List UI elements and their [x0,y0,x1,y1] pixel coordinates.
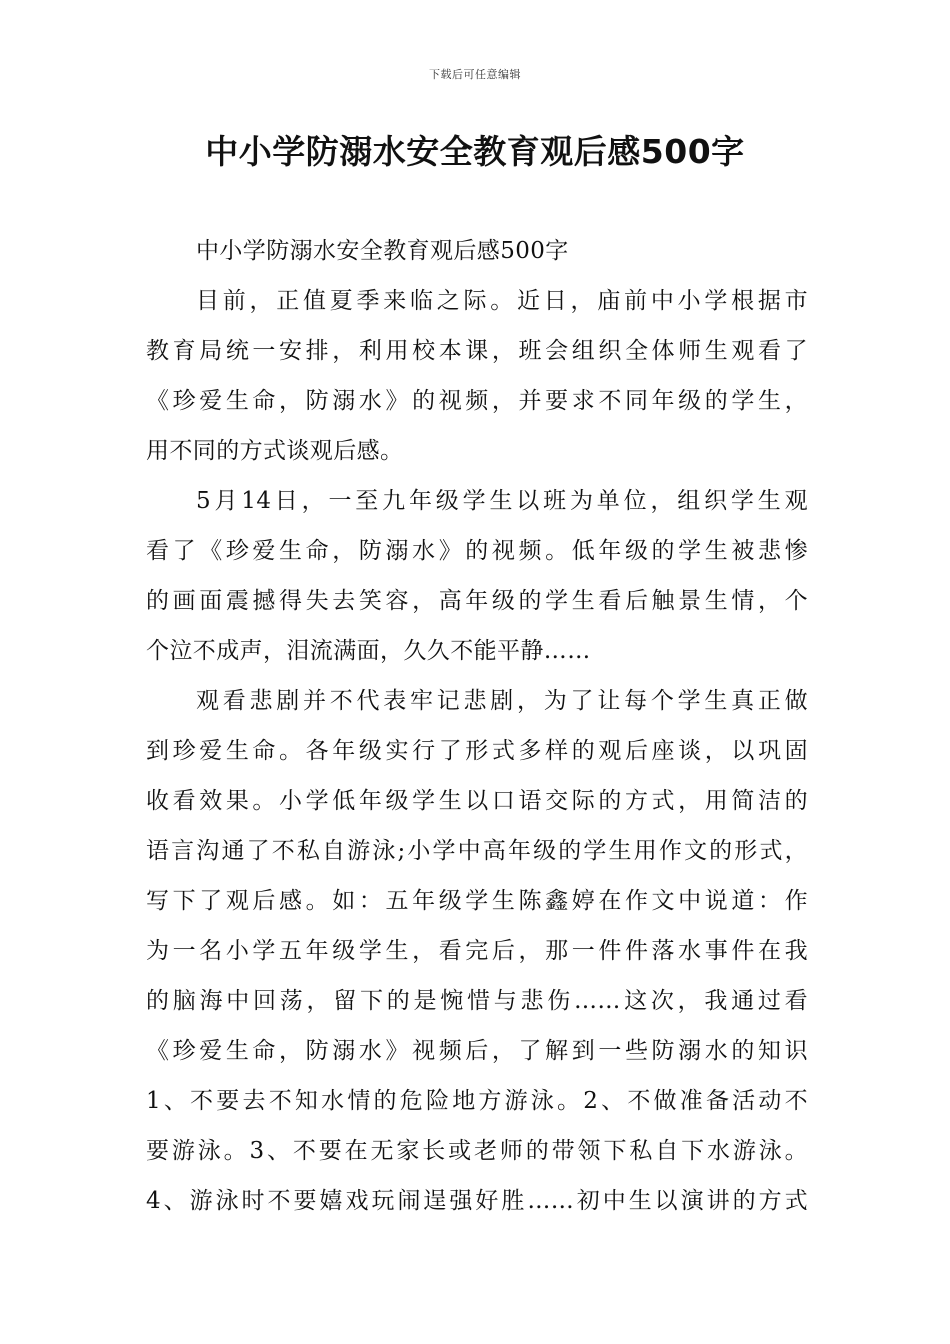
document-body [146,226,808,1226]
paragraph-line: 写下了观后感。如：五年级学生陈鑫婷在作文中说道：作 [146,888,808,914]
paragraph [146,676,808,1226]
paragraph-line: 要游泳。3、不要在无家长或老师的带领下私自下水游泳。 [146,1138,808,1164]
paragraph-line: 《珍爱生命，防溺水》的视频，并要求不同年级的学生， [146,388,808,414]
paragraph-line: 教育局统一安排，利用校本课，班会组织全体师生观看了 [146,338,808,364]
paragraph-line: 1、不要去不知水情的危险地方游泳。2、不做准备活动不 [146,1088,808,1114]
paragraph [146,276,808,476]
paragraph-line: 为一名小学五年级学生，看完后，那一件件落水事件在我 [146,938,808,964]
paragraph-line: 4、游泳时不要嬉戏玩闹逞强好胜……初中生以演讲的方式 [146,1188,808,1214]
paragraph-line: 到珍爱生命。各年级实行了形式多样的观后座谈，以巩固 [146,738,808,764]
paragraph [146,226,808,276]
paragraph-line: 个泣不成声，泪流满面，久久不能平静…… [146,638,591,664]
header-note: 下载后可任意编辑 [429,68,521,81]
paragraph [146,476,808,676]
paragraph-line: 观看悲剧并不代表牢记悲剧，为了让每个学生真正做 [196,688,808,714]
paragraph-line: 看了《珍爱生命，防溺水》的视频。低年级的学生被悲惨 [146,538,808,564]
paragraph-line: 目前，正值夏季来临之际。近日，庙前中小学根据市 [196,288,808,314]
paragraph-line: 《珍爱生命，防溺水》视频后，了解到一些防溺水的知识 [146,1038,808,1064]
paragraph-line: 收看效果。小学低年级学生以口语交际的方式，用简洁的 [146,788,808,814]
paragraph-line: 语言沟通了不私自游泳;小学中高年级的学生用作文的形式， [146,838,808,864]
paragraph-line: 的脑海中回荡，留下的是惋惜与悲伤……这次，我通过看 [146,988,808,1014]
paragraph-line: 中小学防溺水安全教育观后感500字 [196,238,569,264]
document-title: 中小学防溺水安全教育观后感500字 [205,132,745,171]
paragraph-line: 的画面震撼得失去笑容，高年级的学生看后触景生情，个 [146,588,808,614]
paragraph-line: 用不同的方式谈观后感。 [146,438,404,464]
paragraph-line: 5月14日，一至九年级学生以班为单位，组织学生观 [196,488,808,514]
